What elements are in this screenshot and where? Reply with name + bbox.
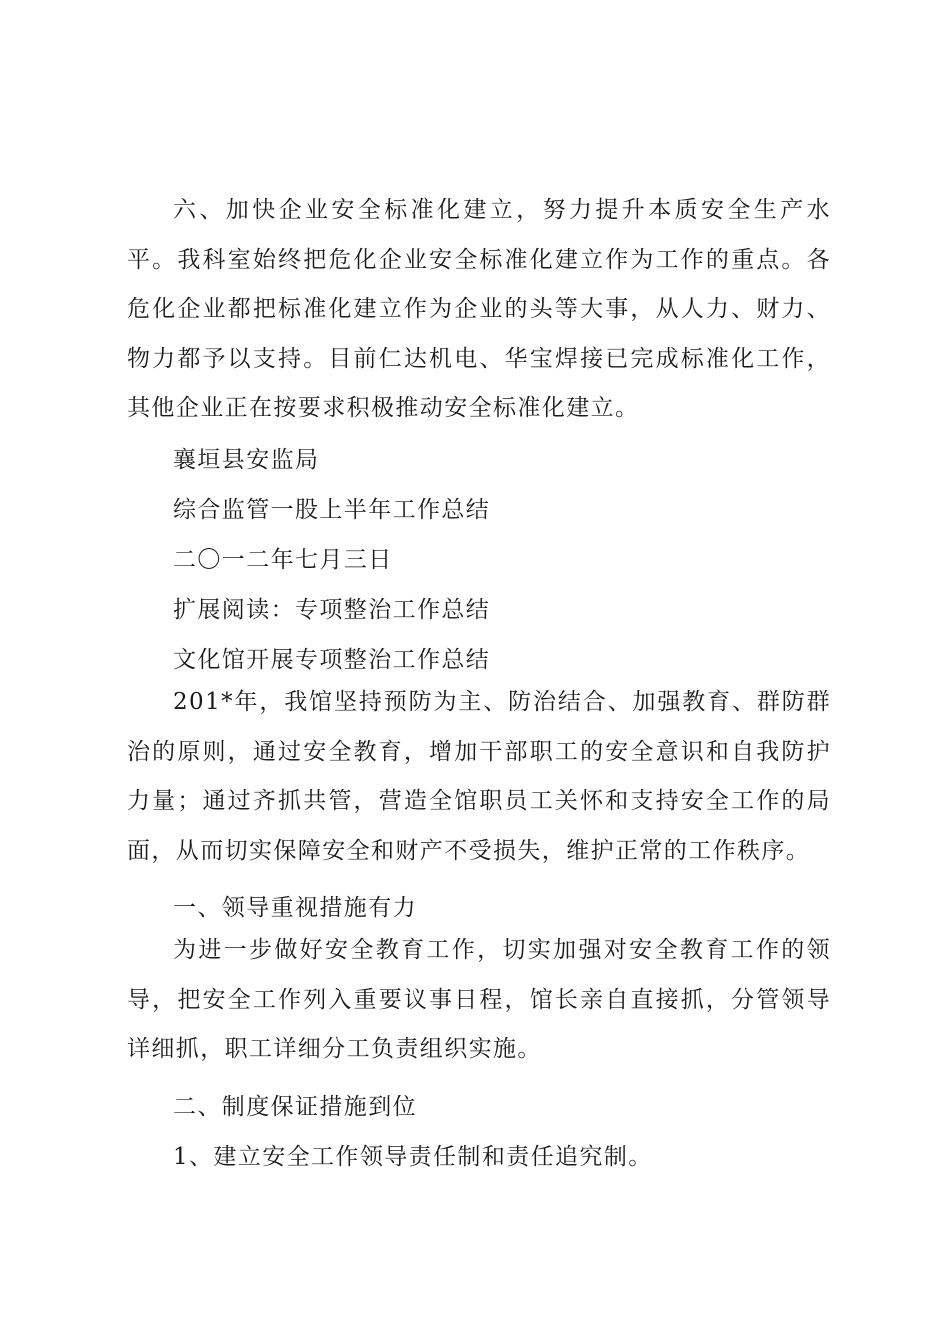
list-item-responsibility: 1、建立安全工作领导责任制和责任追究制。 [173,1144,653,1170]
paragraph-intro [127,678,831,876]
signature-agency: 襄垣县安监局 [173,447,320,473]
paragraph-text: 六、加快企业安全标准化建立，努力提升本质安全生产水平。我科室始终把危化企业安全标准化建立作为工作的重点。各危化企业都把标准化建立作为企业的头等大事，从人力、财力、物力都予以支持。目前仁达机电、华宝焊接已完成标准化工作，其他企业正在按要求积极推动安全标准化建立。 [127,197,831,422]
article-title: 文化馆开展专项整治工作总结 [173,647,491,673]
summary-date: 二〇一二年七月三日 [173,547,393,573]
paragraph-standardization [127,186,831,434]
paragraph-leadership [127,926,831,1075]
paragraph-text: 201*年，我馆坚持预防为主、防治结合、加强教育、群防群治的原则，通过安全教育，增加干部职工的安全意识和自我防护力量；通过齐抓共管，营造全馆职员工关怀和支持安全工作的局面，从而切实保障安全和财产不受损失，维护正常的工作秩序。 [127,689,831,864]
summary-title: 综合监管一股上半年工作总结 [173,497,491,523]
paragraph-text: 为进一步做好安全教育工作，切实加强对安全教育工作的领导，把安全工作列入重要议事日程，馆长亲自直接抓，分管领导详细抓，职工详细分工负责组织实施。 [127,937,831,1063]
extended-reading-heading: 扩展阅读：专项整治工作总结 [173,597,491,623]
section-heading-system: 二、制度保证措施到位 [173,1094,417,1120]
section-heading-leadership: 一、领导重视措施有力 [173,895,417,921]
